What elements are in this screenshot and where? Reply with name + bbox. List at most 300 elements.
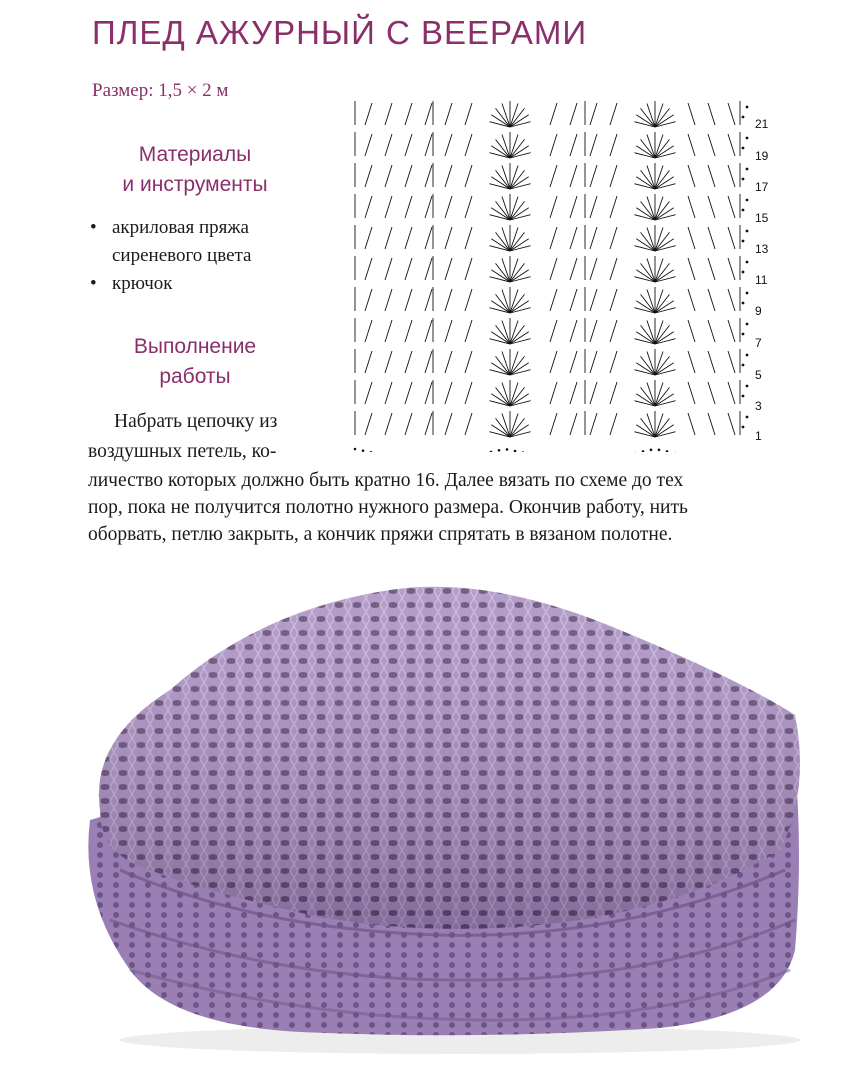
chart-stitch — [445, 134, 452, 156]
chart-stitch — [370, 451, 373, 452]
chart-stitch — [590, 258, 597, 280]
chart-stitch — [708, 258, 715, 280]
chart-stitch — [491, 332, 510, 344]
chart-stitch — [610, 320, 617, 342]
chart-stitch — [688, 413, 695, 435]
chart-stitch — [570, 289, 577, 311]
chart-stitch — [636, 301, 655, 313]
chart-stitch — [491, 363, 510, 375]
chart-stitch — [655, 425, 674, 437]
work-text-line-1: Набрать цепочку из — [114, 411, 278, 432]
chart-stitch — [742, 147, 745, 150]
chart-stitch — [742, 271, 745, 274]
chart-stitch — [636, 394, 655, 406]
row-number: 1 — [755, 429, 762, 443]
materials-item-hook-text: крючок — [112, 273, 173, 294]
chart-stitch — [746, 230, 749, 233]
chart-stitch — [445, 289, 452, 311]
chart-stitch — [655, 270, 674, 282]
chart-stitch — [570, 320, 577, 342]
chart-stitch — [465, 351, 472, 373]
chart-stitch — [655, 135, 663, 158]
chart-stitch — [510, 208, 529, 220]
chart-stitch — [742, 209, 745, 212]
chart-stitch — [425, 413, 432, 435]
chart-stitch — [655, 197, 663, 220]
chart-stitch — [510, 135, 518, 158]
chart-stitch — [708, 382, 715, 404]
chart-stitch — [688, 134, 695, 156]
work-text-line-3: личество которых должно быть кратно 16. Далее вязать по схеме до тех — [88, 470, 684, 491]
chart-stitch — [425, 351, 432, 373]
chart-stitch — [550, 227, 557, 249]
chart-stitch — [405, 134, 412, 156]
work-heading — [80, 332, 310, 392]
chart-stitch — [405, 258, 412, 280]
chart-stitch — [688, 103, 695, 125]
chart-stitch — [405, 320, 412, 342]
work-text-line-4: пор, пока не получится полотно нужного размера. Окончив работу, нить — [88, 497, 688, 518]
chart-stitch — [570, 227, 577, 249]
chart-stitch — [655, 363, 674, 375]
row-number: 15 — [755, 211, 769, 225]
chart-stitch — [510, 383, 518, 406]
chart-stitch — [728, 196, 735, 218]
chart-stitch — [655, 177, 674, 189]
chart-stitch — [610, 258, 617, 280]
chart-stitch — [405, 103, 412, 125]
chart-stitch — [636, 146, 655, 158]
chart-stitch — [610, 103, 617, 125]
chart-stitch — [688, 196, 695, 218]
page-title: ПЛЕД АЖУРНЫЙ С ВЕЕРАМИ — [92, 14, 588, 51]
chart-stitch — [491, 425, 510, 437]
row-number: 5 — [755, 368, 762, 382]
chart-stitch — [647, 290, 655, 313]
chart-stitch — [708, 413, 715, 435]
chart-stitch — [365, 320, 372, 342]
row-number: 19 — [755, 149, 769, 163]
chart-stitch — [650, 449, 653, 452]
chart-stitch — [746, 106, 749, 109]
chart-stitch — [688, 258, 695, 280]
chart-stitch — [655, 301, 674, 313]
chart-stitch — [465, 258, 472, 280]
chart-stitch — [742, 395, 745, 398]
chart-stitch — [742, 364, 745, 367]
chart-stitch — [425, 289, 432, 311]
chart-stitch — [570, 382, 577, 404]
chart-stitch — [510, 197, 518, 220]
chart-stitch — [385, 258, 392, 280]
chart-stitch — [502, 228, 510, 251]
chart-stitch — [385, 227, 392, 249]
chart-stitch — [354, 448, 357, 451]
chart-stitch — [425, 320, 432, 342]
chart-stitch — [405, 289, 412, 311]
chart-stitch — [514, 450, 517, 452]
chart-stitch — [728, 289, 735, 311]
chart-stitch — [590, 196, 597, 218]
chart-stitch — [502, 104, 510, 127]
chart-stitch — [445, 103, 452, 125]
chart-stitch — [502, 383, 510, 406]
chart-stitch — [728, 165, 735, 187]
chart-row-numbers — [755, 117, 769, 443]
chart-stitch — [647, 414, 655, 437]
chart-stitch — [365, 351, 372, 373]
chart-stitch — [510, 166, 518, 189]
chart-stitch — [708, 134, 715, 156]
chart-stitch — [365, 382, 372, 404]
chart-stitch — [636, 332, 655, 344]
chart-stitch — [746, 261, 749, 264]
chart-stitch — [445, 227, 452, 249]
chart-stitch — [506, 448, 509, 451]
chart-stitch — [728, 258, 735, 280]
chart-stitch — [590, 103, 597, 125]
chart-stitch — [445, 382, 452, 404]
chart-stitch — [728, 413, 735, 435]
chart-stitch — [742, 116, 745, 119]
chart-stitch — [510, 239, 529, 251]
chart-stitch — [365, 196, 372, 218]
chart-stitch — [728, 134, 735, 156]
chart-stitch — [728, 103, 735, 125]
chart-stitch — [465, 382, 472, 404]
chart-stitch — [610, 134, 617, 156]
chart-stitch — [636, 177, 655, 189]
chart-stitch — [510, 290, 518, 313]
chart-stitch — [636, 425, 655, 437]
chart-stitch — [385, 351, 392, 373]
chart-stitch — [708, 103, 715, 125]
chart-stitch — [636, 239, 655, 251]
chart-stitch — [405, 165, 412, 187]
chart-stitch — [445, 165, 452, 187]
chart-stitch — [610, 413, 617, 435]
chart-stitch — [510, 394, 529, 406]
chart-stitch — [570, 258, 577, 280]
chart-stitch — [365, 413, 372, 435]
chart-stitch — [610, 165, 617, 187]
chart-stitch — [610, 382, 617, 404]
materials-heading-line-2: и инструменты — [122, 173, 268, 196]
blanket-photo — [60, 570, 820, 1060]
chart-stitch — [636, 115, 655, 127]
chart-stitch — [746, 385, 749, 388]
chart-stitch — [590, 351, 597, 373]
chart-stitch — [636, 363, 655, 375]
chart-stitch — [590, 289, 597, 311]
chart-stitches — [354, 101, 749, 452]
chart-stitch — [688, 165, 695, 187]
chart-stitch — [465, 227, 472, 249]
chart-stitch — [445, 258, 452, 280]
chart-stitch — [655, 414, 663, 437]
row-number: 21 — [755, 117, 769, 131]
chart-stitch — [491, 239, 510, 251]
chart-stitch — [570, 351, 577, 373]
chart-stitch — [365, 227, 372, 249]
chart-stitch — [708, 320, 715, 342]
row-number: 11 — [755, 273, 768, 287]
chart-stitch — [728, 227, 735, 249]
chart-stitch — [522, 451, 525, 452]
chart-stitch — [647, 197, 655, 220]
chart-stitch — [465, 289, 472, 311]
chart-stitch — [502, 290, 510, 313]
chart-stitch — [746, 199, 749, 202]
chart-stitch — [425, 196, 432, 218]
chart-stitch — [510, 301, 529, 313]
chart-stitch — [510, 425, 529, 437]
chart-stitch — [510, 259, 518, 282]
chart-stitch — [510, 177, 529, 189]
chart-stitch — [590, 134, 597, 156]
chart-stitch — [550, 320, 557, 342]
chart-stitch — [385, 103, 392, 125]
chart-stitch — [746, 416, 749, 419]
work-text-rest — [88, 467, 798, 548]
chart-stitch — [502, 166, 510, 189]
chart-stitch — [742, 240, 745, 243]
chart-stitch — [491, 146, 510, 158]
chart-stitch — [708, 165, 715, 187]
blanket-shading — [99, 587, 800, 929]
work-heading-line-2: работы — [159, 365, 231, 388]
chart-stitch — [502, 259, 510, 282]
chart-stitch — [550, 258, 557, 280]
chart-stitch — [708, 227, 715, 249]
chart-stitch — [655, 166, 663, 189]
materials-item-hook — [88, 270, 251, 298]
chart-stitch — [610, 351, 617, 373]
chart-stitch — [550, 134, 557, 156]
chart-stitch — [655, 104, 663, 127]
chart-stitch — [445, 413, 452, 435]
chart-stitch — [655, 383, 663, 406]
materials-item-yarn-line-1: акриловая пряжа — [112, 217, 249, 238]
chart-stitch — [746, 137, 749, 140]
chart-stitch — [570, 196, 577, 218]
chart-stitch — [746, 292, 749, 295]
chart-stitch — [365, 103, 372, 125]
chart-stitch — [647, 166, 655, 189]
chart-stitch — [742, 178, 745, 181]
chart-stitch — [742, 426, 745, 429]
chart-stitch — [590, 227, 597, 249]
chart-stitch — [365, 258, 372, 280]
chart-stitch — [465, 413, 472, 435]
chart-stitch — [590, 382, 597, 404]
chart-stitch — [425, 382, 432, 404]
chart-stitch — [708, 196, 715, 218]
chart-stitch — [658, 449, 661, 452]
chart-stitch — [491, 115, 510, 127]
chart-stitch — [610, 289, 617, 311]
chart-stitch — [425, 165, 432, 187]
chart-stitch — [655, 290, 663, 313]
chart-stitch — [465, 134, 472, 156]
chart-stitch — [647, 383, 655, 406]
chart-stitch — [728, 320, 735, 342]
chart-stitch — [688, 382, 695, 404]
chart-stitch — [655, 332, 674, 344]
chart-stitch — [550, 351, 557, 373]
chart-stitch — [647, 228, 655, 251]
chart-stitch — [688, 320, 695, 342]
materials-item-yarn-line-2: сиреневого цвета — [112, 245, 252, 266]
chart-stitch — [655, 321, 663, 344]
materials-item-yarn — [88, 214, 251, 270]
chart-stitch — [510, 270, 529, 282]
chart-stitch — [647, 352, 655, 375]
chart-stitch — [405, 413, 412, 435]
chart-stitch — [655, 259, 663, 282]
chart-stitch — [728, 351, 735, 373]
chart-stitch — [655, 239, 674, 251]
chart-stitch — [647, 321, 655, 344]
chart-stitch — [491, 177, 510, 189]
chart-stitch — [666, 450, 669, 452]
chart-stitch — [655, 228, 663, 251]
chart-stitch — [491, 394, 510, 406]
chart-stitch — [445, 196, 452, 218]
chart-stitch — [362, 449, 365, 452]
chart-stitch — [550, 196, 557, 218]
chart-stitch — [365, 289, 372, 311]
chart-stitch — [385, 289, 392, 311]
chart-stitch — [405, 196, 412, 218]
work-text-line-5: оборвать, петлю закрыть, а кончик пряжи спрятать в вязаном полотне. — [88, 524, 673, 545]
chart-stitch — [502, 135, 510, 158]
chart-stitch — [425, 227, 432, 249]
chart-stitch — [510, 228, 518, 251]
chart-stitch — [491, 301, 510, 313]
chart-stitch — [746, 354, 749, 357]
chart-stitch — [405, 351, 412, 373]
chart-stitch — [570, 165, 577, 187]
chart-stitch — [502, 321, 510, 344]
chart-stitch — [655, 352, 663, 375]
chart-stitch — [510, 332, 529, 344]
chart-stitch — [498, 449, 501, 452]
chart-stitch — [502, 352, 510, 375]
chart-stitch — [385, 320, 392, 342]
chart-stitch — [445, 351, 452, 373]
chart-stitch — [655, 208, 674, 220]
chart-stitch — [647, 135, 655, 158]
chart-stitch — [502, 414, 510, 437]
chart-stitch — [385, 165, 392, 187]
chart-stitch — [405, 382, 412, 404]
row-number: 7 — [755, 336, 762, 350]
materials-heading-line-1: Материалы — [138, 143, 252, 166]
chart-stitch — [570, 103, 577, 125]
chart-stitch — [688, 289, 695, 311]
chart-stitch — [510, 414, 518, 437]
chart-stitch — [385, 196, 392, 218]
chart-stitch — [688, 227, 695, 249]
chart-stitch — [742, 302, 745, 305]
chart-stitch — [746, 323, 749, 326]
row-number: 13 — [755, 242, 769, 256]
chart-stitch — [550, 103, 557, 125]
row-number: 17 — [755, 180, 769, 194]
row-number: 9 — [755, 304, 762, 318]
chart-stitch — [405, 227, 412, 249]
chart-stitch — [708, 351, 715, 373]
chart-stitch — [655, 146, 674, 158]
chart-stitch — [550, 413, 557, 435]
chart-stitch — [385, 382, 392, 404]
chart-stitch — [742, 333, 745, 336]
chart-stitch — [425, 134, 432, 156]
chart-stitch — [465, 320, 472, 342]
chart-stitch — [590, 165, 597, 187]
chart-stitch — [491, 208, 510, 220]
chart-stitch — [510, 352, 518, 375]
chart-stitch — [655, 394, 674, 406]
chart-stitch — [636, 270, 655, 282]
chart-stitch — [636, 208, 655, 220]
chart-stitch — [708, 289, 715, 311]
work-text-line-2: воздушных петель, ко- — [88, 441, 277, 462]
materials-heading — [80, 140, 310, 200]
chart-stitch — [385, 413, 392, 435]
chart-stitch — [570, 413, 577, 435]
chart-stitch — [570, 134, 577, 156]
chart-stitch — [550, 289, 557, 311]
chart-stitch — [510, 363, 529, 375]
crochet-chart — [345, 82, 785, 452]
chart-stitch — [510, 146, 529, 158]
chart-stitch — [647, 259, 655, 282]
size-label: Размер: 1,5 × 2 м — [92, 80, 229, 101]
work-text-start — [88, 407, 328, 467]
chart-stitch — [647, 104, 655, 127]
chart-stitch — [655, 115, 674, 127]
chart-stitch — [365, 134, 372, 156]
chart-stitch — [465, 165, 472, 187]
chart-stitch — [510, 104, 518, 127]
chart-stitch — [746, 168, 749, 171]
chart-stitch — [490, 451, 493, 452]
chart-stitch — [550, 165, 557, 187]
chart-stitch — [365, 165, 372, 187]
materials-list — [88, 214, 251, 298]
chart-stitch — [425, 258, 432, 280]
chart-stitch — [610, 227, 617, 249]
chart-stitch — [491, 270, 510, 282]
chart-stitch — [385, 134, 392, 156]
chart-stitch — [510, 115, 529, 127]
chart-stitch — [425, 103, 432, 125]
chart-stitch — [502, 197, 510, 220]
chart-stitch — [465, 196, 472, 218]
chart-stitch — [590, 320, 597, 342]
row-number: 3 — [755, 399, 762, 413]
chart-stitch — [550, 382, 557, 404]
chart-stitch — [465, 103, 472, 125]
chart-stitch — [642, 450, 645, 452]
chart-stitch — [688, 351, 695, 373]
chart-stitch — [510, 321, 518, 344]
chart-stitch — [445, 320, 452, 342]
chart-stitch — [590, 413, 597, 435]
work-heading-line-1: Выполнение — [133, 335, 257, 358]
